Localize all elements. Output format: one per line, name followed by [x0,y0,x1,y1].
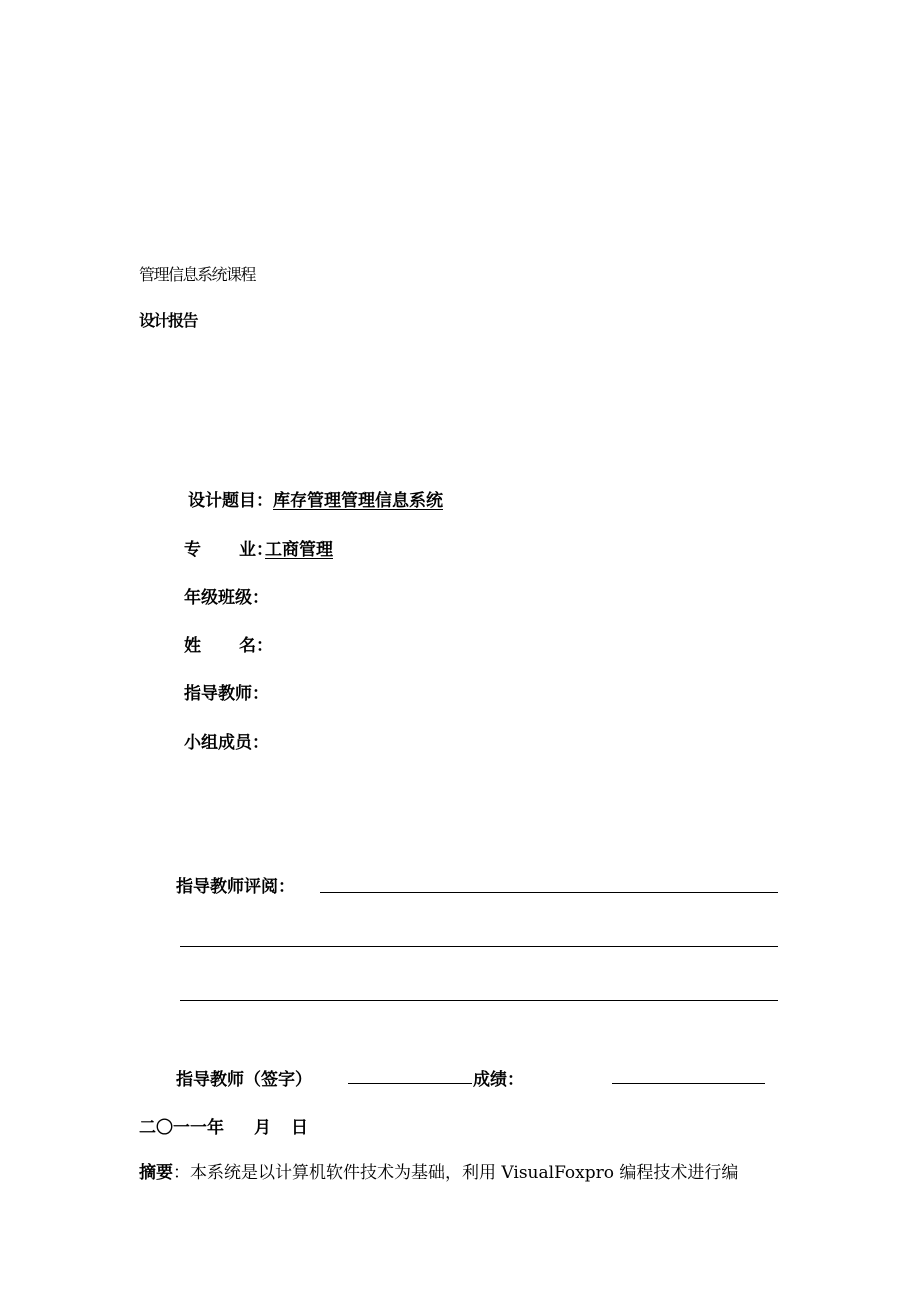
members-label: 小组成员： [184,733,269,753]
major-colon: ： [256,540,265,560]
review-line-2 [180,946,778,947]
signature-line [348,1083,472,1084]
date-day: 日 [291,1118,308,1138]
review-line-3 [180,1000,778,1001]
topic-value: 库存管理管理信息系统 [273,491,443,511]
topic-row [188,486,443,511]
grade-class-label: 年级班级： [184,588,269,608]
date-row [139,1113,308,1138]
grade-score-line [612,1083,765,1084]
name-label-first: 姓 [184,636,201,656]
topic-label: 设计题目： [188,491,273,511]
date-month: 月 [254,1118,271,1138]
abstract-text: ：本系统是以计算机软件技术为基础，利用 VisualFoxpro 编程技术进行编 [173,1163,739,1183]
major-label-second: 业 [239,540,256,560]
date-year: 二〇一一年 [139,1118,224,1138]
major-row [184,535,333,560]
review-line-1 [320,892,778,893]
name-label-second: 名： [239,636,273,656]
major-label-first: 专 [184,540,201,560]
name-row [184,631,273,656]
course-title: 管理信息系统课程 [139,265,256,284]
signature-label: 指导教师（签字） [176,1070,312,1090]
abstract-label: 摘要 [139,1163,173,1183]
grade-score-label: 成绩： [473,1070,524,1090]
advisor-label: 指导教师： [184,684,269,704]
abstract-paragraph [139,1158,738,1183]
report-title: 设计报告 [139,311,198,330]
major-value: 工商管理 [265,540,333,560]
review-label: 指导教师评阅： [176,877,295,897]
